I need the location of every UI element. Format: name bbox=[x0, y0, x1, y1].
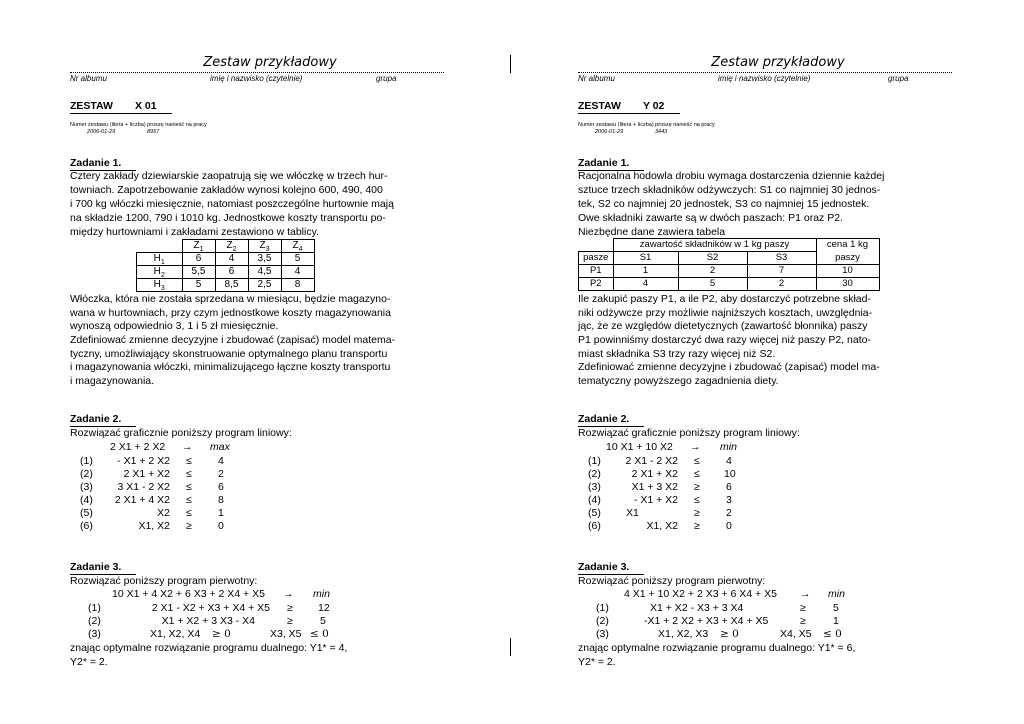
constraint-op: ≤ bbox=[694, 468, 700, 480]
constraint-lhs: -X1 + 2 X2 + X3 + X4 + X5 bbox=[644, 615, 769, 627]
set-heading bbox=[578, 100, 680, 114]
task1-line: wynoszą odpowiednio 3, 1 i 5 zł miesięcznie. bbox=[70, 320, 279, 332]
constraint-rhs: 5 bbox=[320, 615, 326, 627]
table-cell: 8 bbox=[281, 279, 314, 292]
constraint-num: (1) bbox=[80, 455, 93, 467]
task3-title: Zadanie 3. bbox=[578, 561, 644, 575]
arrow-icon: → bbox=[800, 588, 811, 600]
constraint-op: ≥ bbox=[694, 507, 700, 519]
center-divider-bottom bbox=[510, 638, 511, 656]
constraint-num: (2) bbox=[596, 615, 609, 627]
constraint-num: (2) bbox=[88, 615, 101, 627]
table-header: S2 bbox=[678, 252, 747, 265]
table-cell: 2,5 bbox=[248, 279, 281, 292]
worksheet-y02 bbox=[578, 0, 978, 724]
constraint-lhs: 2 X1 + 4 X2 bbox=[114, 494, 170, 506]
set-code: Y 02 bbox=[642, 100, 665, 112]
table-cell: 4 bbox=[613, 278, 678, 291]
table-cell: 10 bbox=[816, 265, 879, 278]
constraint-rhs: 4 bbox=[218, 455, 224, 467]
task1-line: Włóczka, która nie została sprzedana w miesiącu, będzie magazyno- bbox=[70, 293, 391, 305]
task1-line: między hurtowniami i zakładami zestawiono w tablicy. bbox=[70, 226, 319, 238]
table-header: $Z_4$ bbox=[281, 240, 314, 253]
set-note: Numer zestawu (litera + liczba) proszę nanieść na pracy bbox=[70, 122, 207, 128]
name-label: imię i nazwisko (czytelnie) bbox=[718, 74, 811, 83]
constraint-num: (3) bbox=[596, 628, 609, 640]
constraint-rhs: 1 bbox=[218, 507, 224, 519]
task1-line: wana w hurtowniach, przy czym jednostkowe koszty magazynowania bbox=[70, 307, 391, 319]
constraint-op: ≥ bbox=[694, 520, 700, 532]
constraint-rhs: 10 bbox=[724, 468, 736, 480]
table-cell: 2 bbox=[747, 278, 816, 291]
constraint-op: ≤ bbox=[186, 494, 192, 506]
task1-line: tek, S2 co najmniej 20 jednostek, S3 co najmniej 15 jednostek. bbox=[578, 198, 870, 210]
constraint-lhs: - X1 + X2 bbox=[633, 494, 678, 506]
objective-sense: min bbox=[828, 588, 845, 600]
table-row bbox=[579, 265, 880, 278]
constraint-num: (3) bbox=[588, 481, 601, 493]
table-cell: 6 bbox=[215, 266, 248, 279]
set-date: 2006-01-29 bbox=[595, 129, 624, 135]
constraint-op: ≥ 0 bbox=[212, 628, 231, 640]
task1-title: Zadanie 1. bbox=[578, 157, 644, 171]
dotted-name-line bbox=[70, 72, 444, 73]
constraint-rhs: 0 bbox=[726, 520, 732, 532]
center-divider-top bbox=[510, 55, 511, 73]
table-cell: 1 bbox=[613, 265, 678, 278]
table-row-label: $H_1$ bbox=[137, 253, 183, 266]
table-row-label: P1 bbox=[579, 265, 614, 278]
table-group-header: zawartość składników w 1 kg paszy bbox=[613, 239, 816, 252]
constraint-rhs: 6 bbox=[218, 481, 224, 493]
constraint-lhs: X1, X2 bbox=[646, 520, 678, 532]
table-corner bbox=[579, 239, 614, 252]
constraint-rhs: 2 bbox=[726, 507, 732, 519]
constraint-op: ≤ 0 bbox=[823, 628, 842, 640]
task3-intro: Rozwiązać poniższy program pierwotny: bbox=[578, 575, 766, 587]
table-corner bbox=[137, 240, 183, 253]
objective-expr: 2 X1 + 2 X2 bbox=[110, 441, 166, 453]
task1-line: sztuce trzech składników odżywczych: S1 co najmniej 30 jednos- bbox=[578, 184, 881, 196]
arrow-icon: → bbox=[182, 441, 193, 453]
task3-end: Y2* = 2. bbox=[578, 656, 616, 668]
table-header: S1 bbox=[613, 252, 678, 265]
table-cell: 5 bbox=[678, 278, 747, 291]
set-label: ZESTAW bbox=[578, 100, 621, 112]
constraint-op: ≥ 0 bbox=[720, 628, 739, 640]
constraint-op: ≤ bbox=[186, 507, 192, 519]
constraint-lhs: X1, X2, X4 bbox=[150, 628, 201, 640]
dotted-name-line bbox=[578, 72, 952, 73]
table-header: $Z_3$ bbox=[248, 240, 281, 253]
objective-sense: min bbox=[313, 588, 330, 600]
table-cell: 8,5 bbox=[215, 279, 248, 292]
constraint-num: (2) bbox=[588, 468, 601, 480]
constraint-rhs: 12 bbox=[318, 602, 330, 614]
constraint-rhs: 4 bbox=[726, 455, 732, 467]
objective-expr: 10 X1 + 4 X2 + 6 X3 + 2 X4 + X5 bbox=[112, 588, 265, 600]
table-cell: 4 bbox=[281, 266, 314, 279]
table-cell: 2 bbox=[678, 265, 747, 278]
task1-line: tyczny, umożliwiający skonstruowanie optymalnego planu transportu bbox=[70, 348, 388, 360]
constraint-lhs: 3 X1 - 2 X2 bbox=[117, 481, 170, 493]
constraint-op: ≥ bbox=[287, 615, 293, 627]
album-label: Nr albumu bbox=[578, 74, 615, 83]
constraint-num: (4) bbox=[588, 494, 601, 506]
constraint-rhs: 3 bbox=[726, 494, 732, 506]
worksheet-x01 bbox=[70, 0, 470, 724]
task1-line: tematyczny powyższego zagadnienia diety. bbox=[578, 375, 779, 387]
table-header: S3 bbox=[747, 252, 816, 265]
table-row-label: $H_3$ bbox=[137, 279, 183, 292]
constraint-num: (1) bbox=[88, 602, 101, 614]
task1-line: towniach. Zapotrzebowanie zakładów wynosi kolejno 600, 490, 400 bbox=[70, 184, 383, 196]
constraint-num: (6) bbox=[588, 520, 601, 532]
constraint-lhs: 2 X1 + X2 bbox=[123, 468, 170, 480]
task1-line: miast składnika S3 trzy razy więcej niż S2. bbox=[578, 348, 776, 360]
task1-line: i magazynowania włóczki, minimalizującego łączne koszty transportu bbox=[70, 361, 391, 373]
sheet-header: Zestaw przykładowy bbox=[711, 55, 845, 70]
table-row bbox=[137, 253, 315, 266]
constraint-lhs: X1, X2, X3 bbox=[658, 628, 709, 640]
task1-line: Owe składniki zawarte są w dwóch paszach: P1 oraz P2. bbox=[578, 212, 843, 224]
objective-expr: 4 X1 + 10 X2 + 2 X3 + 6 X4 + X5 bbox=[624, 588, 777, 600]
arrow-icon: → bbox=[690, 441, 701, 453]
diet-table bbox=[578, 238, 880, 291]
set-heading bbox=[70, 100, 172, 114]
table-cell: 5,5 bbox=[182, 266, 215, 279]
constraint-op: ≤ bbox=[694, 455, 700, 467]
album-label: Nr albumu bbox=[70, 74, 107, 83]
table-cell: 5 bbox=[182, 279, 215, 292]
task1-line: i magazynowania. bbox=[70, 375, 155, 387]
constraint-rhs: 5 bbox=[833, 602, 839, 614]
constraint-lhs: X1 + X2 + 3 X3 - X4 bbox=[161, 615, 255, 627]
constraint-lhs: X1 + X2 - X3 + 3 X4 bbox=[650, 602, 744, 614]
table-row-label: P2 bbox=[579, 278, 614, 291]
objective-sense: min bbox=[720, 441, 737, 453]
constraint-num: (1) bbox=[588, 455, 601, 467]
constraint-rhs: 8 bbox=[218, 494, 224, 506]
task1-line: Zdefiniować zmienne decyzyjne i zbudować (zapisać) model matema- bbox=[70, 334, 396, 346]
table-cell: 5 bbox=[281, 253, 314, 266]
constraint-op: ≥ bbox=[800, 615, 806, 627]
table-header: pasze bbox=[579, 252, 614, 265]
task3-end: Y2* = 2. bbox=[70, 656, 108, 668]
constraint-op: ≤ bbox=[186, 455, 192, 467]
constraint-num: (5) bbox=[80, 507, 93, 519]
constraint-num: (2) bbox=[80, 468, 93, 480]
task1-line: i 700 kg włóczki miesięcznie, natomiast poszczególne hurtownie mają bbox=[70, 198, 394, 210]
constraint-op: ≥ bbox=[800, 602, 806, 614]
constraint-num: (3) bbox=[80, 481, 93, 493]
table-cell: 4 bbox=[215, 253, 248, 266]
objective-sense: max bbox=[210, 441, 230, 453]
constraint-rhs: 2 bbox=[218, 468, 224, 480]
task3-intro: Rozwiązać poniższy program pierwotny: bbox=[70, 575, 258, 587]
task3-title: Zadanie 3. bbox=[70, 561, 136, 575]
name-label: imię i nazwisko (czytelnie) bbox=[210, 74, 303, 83]
table-cell: 30 bbox=[816, 278, 879, 291]
task1-line: Cztery zakłady dziewiarskie zaopatrują się we włóczkę w trzech hur- bbox=[70, 170, 388, 182]
table-cell: 6 bbox=[182, 253, 215, 266]
constraint-lhs: 2 X1 - X2 + X3 + X4 + X5 bbox=[151, 602, 270, 614]
constraint-op: ≤ 0 bbox=[310, 628, 329, 640]
table-row-label: $H_2$ bbox=[137, 266, 183, 279]
set-date: 2006-01-29 bbox=[87, 129, 116, 135]
task3-end: znając optymalne rozwiązanie programu dualnego: Y1* = 4, bbox=[70, 642, 348, 654]
table-header: paszy bbox=[816, 252, 879, 265]
constraint-num: (6) bbox=[80, 520, 93, 532]
task1-line: niki odżywcze przy możliwie najniższych kosztach, uwzględnia- bbox=[578, 307, 873, 319]
set-code: X 01 bbox=[134, 100, 157, 112]
constraint-op: ≤ bbox=[186, 481, 192, 493]
objective-expr: 10 X1 + 10 X2 bbox=[606, 441, 673, 453]
constraint-op: ≤ bbox=[186, 468, 192, 480]
task1-line: jąc, że ze względów dietetycznych (zawartość błonnika) paszy bbox=[578, 320, 868, 332]
table-cell: 7 bbox=[747, 265, 816, 278]
set-number: 3443 bbox=[655, 129, 668, 135]
table-header: cena 1 kg bbox=[816, 239, 879, 252]
constraint-num: (1) bbox=[596, 602, 609, 614]
task1-line: P1 powinniśmy dostarczyć dwa razy więcej niż paszy P2, nato- bbox=[578, 334, 871, 346]
constraint-rhs: 1 bbox=[833, 615, 839, 627]
set-number: 8957 bbox=[147, 129, 160, 135]
constraint-lhs: X4, X5 bbox=[780, 628, 812, 640]
constraint-lhs: X1 bbox=[626, 507, 639, 519]
constraint-lhs: X1 + 3 X2 bbox=[631, 481, 678, 493]
constraint-op: ≥ bbox=[186, 520, 192, 532]
table-cell: 4,5 bbox=[248, 266, 281, 279]
task3-end: znając optymalne rozwiązanie programu dualnego: Y1* = 6, bbox=[578, 642, 856, 654]
constraint-num: (4) bbox=[80, 494, 93, 506]
constraint-num: (3) bbox=[88, 628, 101, 640]
group-label: grupa bbox=[376, 74, 397, 83]
constraint-op: ≤ bbox=[694, 494, 700, 506]
cost-table bbox=[136, 239, 315, 292]
task1-line: Zdefiniować zmienne decyzyjne i zbudować (zapisać) model ma- bbox=[578, 361, 880, 373]
task2-intro: Rozwiązać graficznie poniższy program liniowy: bbox=[578, 427, 800, 439]
task1-line: Ile zakupić paszy P1, a ile P2, aby dostarczyć potrzebne skład- bbox=[578, 293, 871, 305]
group-label: grupa bbox=[888, 74, 909, 83]
table-header: $Z_1$ bbox=[182, 240, 215, 253]
task2-intro: Rozwiązać graficznie poniższy program liniowy: bbox=[70, 427, 292, 439]
table-row bbox=[137, 279, 315, 292]
constraint-rhs: 0 bbox=[218, 520, 224, 532]
set-label: ZESTAW bbox=[70, 100, 113, 112]
task1-line: na składzie 1200, 790 i 1010 kg. Jednostkowe koszty transportu po- bbox=[70, 212, 386, 224]
constraint-lhs: 2 X1 + X2 bbox=[631, 468, 678, 480]
table-header: $Z_2$ bbox=[215, 240, 248, 253]
constraint-lhs: X2 bbox=[157, 507, 170, 519]
table-row bbox=[579, 278, 880, 291]
constraint-rhs: 6 bbox=[726, 481, 732, 493]
constraint-num: (5) bbox=[588, 507, 601, 519]
table-cell: 3,5 bbox=[248, 253, 281, 266]
constraint-op: ≥ bbox=[694, 481, 700, 493]
task2-title: Zadanie 2. bbox=[70, 413, 136, 427]
task1-line: Niezbędne dane zawiera tabela bbox=[578, 226, 726, 238]
set-note: Numer zestawu (litera + liczba) proszę nanieść na pracy bbox=[578, 122, 715, 128]
constraint-lhs: 2 X1 - 2 X2 bbox=[625, 455, 678, 467]
constraint-lhs: X1, X2 bbox=[138, 520, 170, 532]
task2-title: Zadanie 2. bbox=[578, 413, 644, 427]
sheet-header: Zestaw przykładowy bbox=[203, 55, 337, 70]
constraint-lhs: - X1 + 2 X2 bbox=[117, 455, 170, 467]
table-row bbox=[137, 266, 315, 279]
task1-title: Zadanie 1. bbox=[70, 157, 136, 171]
constraint-op: ≥ bbox=[287, 602, 293, 614]
arrow-icon: → bbox=[283, 588, 294, 600]
constraint-lhs: X3, X5 bbox=[270, 628, 302, 640]
task1-line: Racjonalna hodowla drobiu wymaga dostarczenia dziennie każdej bbox=[578, 170, 885, 182]
